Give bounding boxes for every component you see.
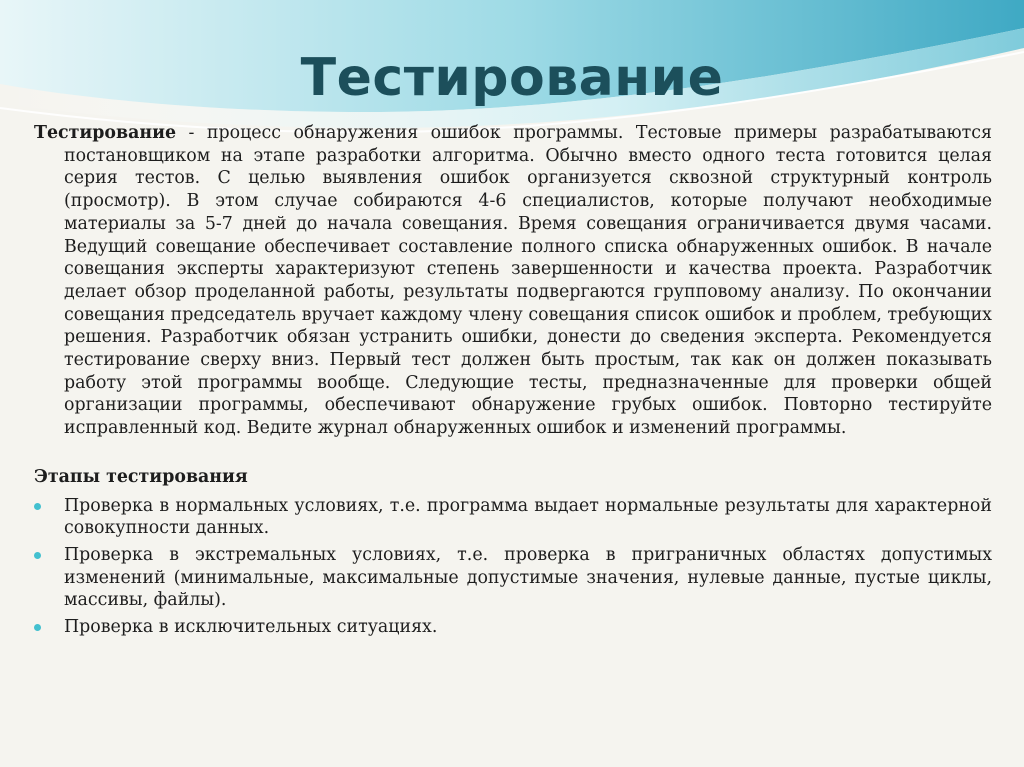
stage-text: Проверка в исключительных ситуациях. <box>64 617 438 638</box>
stage-text: Проверка в экстремальных условиях, т.е. проверка в приграничных областях допустимых изменений (минимальные, максимальные допустимые значения, нулевые данные, пустые циклы, массивы, файлы). <box>64 544 992 611</box>
bullet-dot-icon <box>34 552 41 559</box>
slide-title: Тестирование <box>300 48 724 108</box>
stages-list <box>34 495 992 639</box>
stages-heading: Этапы тестирования <box>34 466 248 487</box>
bullet-dot-icon <box>34 503 41 510</box>
list-item <box>34 495 992 540</box>
bullet-dot-icon <box>34 624 41 631</box>
list-item <box>34 544 992 612</box>
list-item <box>34 616 992 639</box>
intro-term: Тестирование <box>34 123 177 143</box>
intro-paragraph <box>34 122 992 440</box>
stage-text: Проверка в нормальных условиях, т.е. программа выдает нормальные результаты для характерной совокупности данных. <box>64 495 992 539</box>
slide-body <box>34 122 992 643</box>
intro-text: - процесс обнаружения ошибок программы. Тестовые примеры разрабатываются постановщиком на этапе разработки алгоритма. Обычно вместо одного теста готовится целая серия тестов. С целью выявления ошибок организуется сквозной структурный контроль (просмотр). В этом случае собираются 4-6 специалистов, которые получают необходимые материалы за 5-7 дней до начала совещания. Время совещания ограничивается двумя часами. Ведущий совещание обеспечивает составление полного списка обнаруженных ошибок. В начале совещания эксперты характеризуют степень завершенности и качества проекта. Разработчик делает обзор проделанной работы, результаты подвергаются групповому анализу. По окончании совещания председатель вручает каждому члену совещания список ошибок и проблем, требующих решения. Разработчик обязан устранить ошибки, донести до сведения эксперта. Рекомендуется тестирование сверху вниз. Первый тест должен быть простым, так как он должен показывать работу этой программы вообще. Следующие тесты, предназначенные для проверки общей организации программы, обеспечивают обнаружение грубых ошибок. Повторно тестируйте исправленный код. Ведите журнал обнаруженных ошибок и изменений программы. <box>64 123 992 439</box>
